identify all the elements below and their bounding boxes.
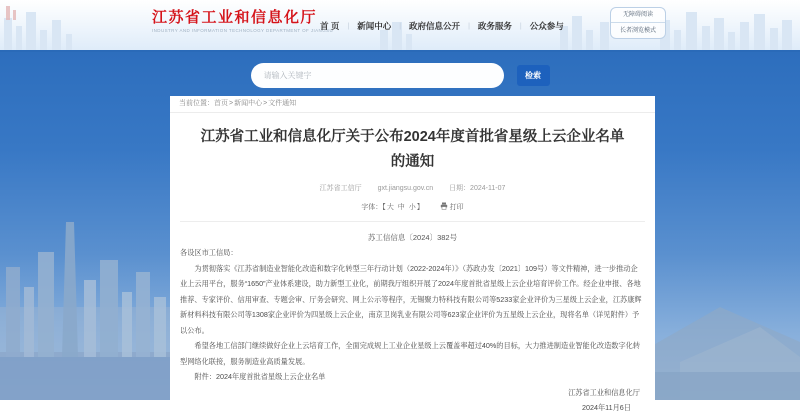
nav-separator: | xyxy=(468,22,470,30)
nav-item-participation[interactable]: 公众参与 xyxy=(529,21,564,31)
font-size-small-button[interactable]: 小 xyxy=(408,204,416,211)
breadcrumb-item-news[interactable]: 新闻中心 xyxy=(234,100,263,107)
signature-date: 2024年11月6日 xyxy=(581,403,631,412)
article-meta xyxy=(170,183,655,193)
site-logo-title: 江苏省工业和信息化厅 xyxy=(152,9,318,26)
document-number: 苏工信信息〔2024〕382号 xyxy=(367,233,458,242)
nav-separator: | xyxy=(519,22,522,30)
article-source: 江苏省工信厅 xyxy=(319,185,362,192)
article-title: 江苏省工业和信息化厅关于公布2024年度首批省星级上云企业名单的通知 xyxy=(200,129,625,170)
breadcrumb-item-home[interactable]: 首页 xyxy=(214,100,228,107)
font-size-large-button[interactable]: 大 xyxy=(386,204,394,211)
print-label: 打印 xyxy=(449,204,464,211)
search-bar xyxy=(0,63,800,88)
paragraph-2: 希望各地工信部门继续做好企业上云培育工作，全面完成规上工业企业星级上云覆盖率超过40%的目标，大力推进制造业智能化改造数字化转型网络化联接，服务制造业高质量发展。 xyxy=(180,341,641,366)
nav-item-home[interactable]: 首 页 xyxy=(320,21,340,31)
font-size-label-suffix: 】 xyxy=(416,204,424,211)
font-size-label: 字体：【 xyxy=(361,204,386,211)
content-panel xyxy=(170,96,655,412)
article-date: 日期：2024-11-07 xyxy=(449,185,506,192)
breadcrumb-item-notices[interactable]: 文件通知 xyxy=(268,100,297,107)
accessibility-box xyxy=(610,7,666,39)
attachment-link[interactable]: 附件：2024年度首批省星级上云企业名单 xyxy=(194,372,326,381)
printer-icon xyxy=(440,202,448,210)
nav-item-gov-info[interactable]: 政府信息公开 xyxy=(409,21,461,31)
accessibility-reading-button[interactable]: 无障碍阅读 xyxy=(611,8,665,23)
font-size-medium-button[interactable]: 中 xyxy=(397,204,405,211)
site-logo-subtitle: INDUSTRY AND INFORMATION TECHNOLOGY DEPARTMENT OF JIANGSU xyxy=(152,28,334,33)
main-nav xyxy=(320,18,564,34)
article-toolbar xyxy=(180,202,645,222)
nav-separator: | xyxy=(399,22,402,30)
site-header xyxy=(0,0,800,52)
article-body xyxy=(170,243,655,385)
article-site-url: gxt.jiangsu.gov.cn xyxy=(377,185,434,192)
print-button[interactable] xyxy=(440,204,464,211)
breadcrumb-separator: > xyxy=(263,100,268,107)
signature-block xyxy=(170,385,655,416)
elder-mode-button[interactable]: 长者浏览模式 xyxy=(611,23,665,38)
breadcrumb xyxy=(170,96,655,113)
nav-separator: | xyxy=(347,22,350,30)
search-button[interactable]: 检索 xyxy=(517,65,550,86)
nav-item-services[interactable]: 政务服务 xyxy=(477,21,512,31)
breadcrumb-separator: > xyxy=(229,100,234,107)
salutation: 各设区市工信局： xyxy=(180,248,238,257)
search-input[interactable] xyxy=(251,63,504,88)
signature-agency: 江苏省工业和信息化厅 xyxy=(568,387,640,397)
nav-item-news[interactable]: 新闻中心 xyxy=(357,21,392,31)
paragraph-1: 为贯彻落实《江苏省制造业智能化改造和数字化转型三年行动计划（2022-2024年）》（苏政办发〔2021〕109号）等文件精神，进一步推动企业上云用平台，服务“1650”产业体系建设，助力新型工业化，前期我厅组织开展了2024年度首批省星级上云企业培育评价工作。经企业申报、各地推荐、专家评价、信用审查、专题会审、厅务会研究、网上公示等程序，无锡聚力特科技有限公司等5233家企业评价为三星级上云企业，江苏康辉新材料科技有限公司等1308家企业评价为四星级上云企业，南京卫岗乳业有限公司等623家企业评价为五星级上云企业，现将名单（详见附件）予以公布。 xyxy=(180,263,642,335)
site-logo[interactable] xyxy=(152,9,333,33)
breadcrumb-label: 当前位置： xyxy=(179,100,214,107)
